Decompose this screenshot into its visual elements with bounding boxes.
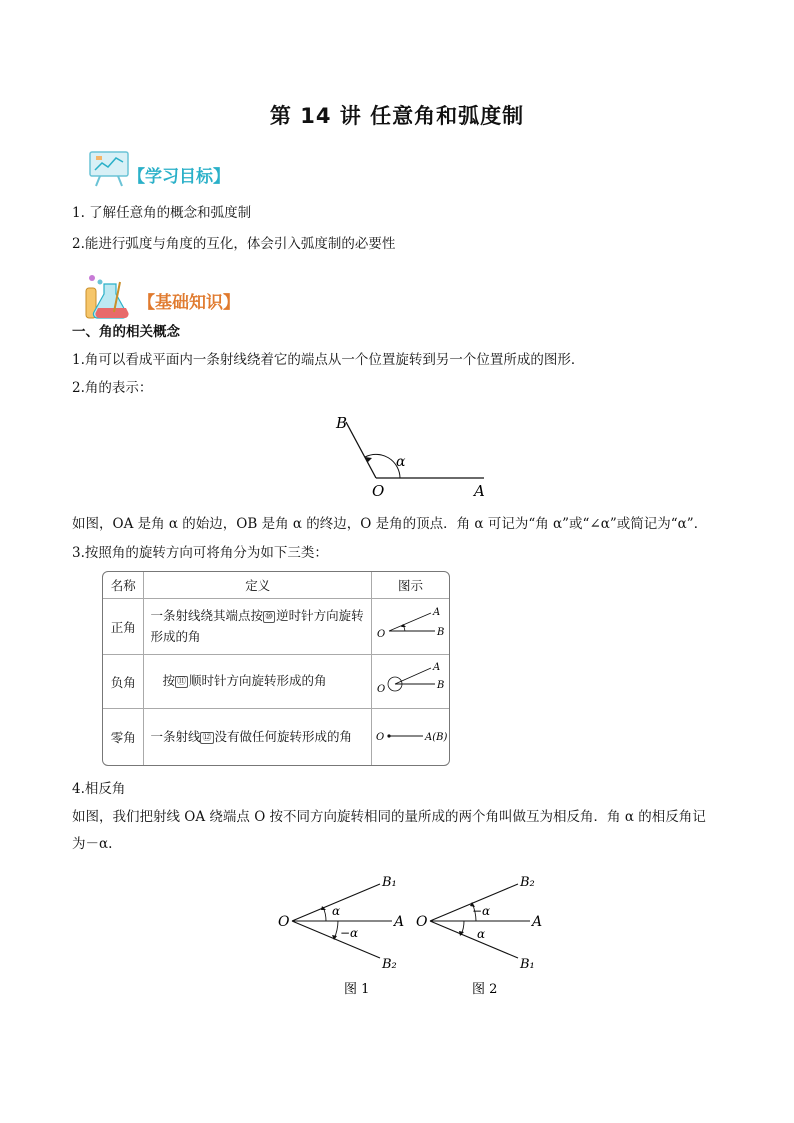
table-header-definition: 定义	[144, 572, 372, 599]
label-A: A	[474, 482, 485, 500]
angle-types-table	[102, 571, 450, 766]
goal-item-2: 2.能进行弧度与角度的互化，体会引入弧度制的必要性	[72, 236, 396, 252]
row-definition: 一条射线绕其端点按 ⑩ 逆时针方向旋转形成的角	[144, 599, 372, 655]
page-title: 第 14 讲 任意角和弧度制	[269, 104, 525, 128]
row-figure	[372, 709, 449, 765]
paragraph-opposite-angle-2: 为－α.	[72, 836, 113, 852]
svg-text:−α: −α	[340, 926, 359, 940]
goal-item-1: 1. 了解任意角的概念和弧度制	[72, 205, 252, 221]
table-header-name: 名称	[103, 572, 144, 599]
svg-text:α: α	[477, 927, 486, 941]
blank-marker: ⑫	[202, 732, 212, 743]
paragraph-angle-definition: 1.角可以看成平面内一条射线绕着它的端点从一个位置旋转到另一个位置所成的图形．	[72, 352, 585, 368]
negative-angle-icon	[373, 658, 449, 702]
row-name: 零角	[103, 709, 144, 765]
section-goals-header	[86, 148, 246, 188]
svg-text:B₂: B₂	[382, 957, 397, 972]
figure-1	[278, 875, 404, 997]
table-row	[103, 709, 449, 765]
svg-text:α: α	[332, 904, 341, 918]
svg-text:B: B	[436, 680, 444, 691]
section-basics-label: 【基础知识】	[138, 293, 240, 313]
row-name: 正角	[103, 599, 144, 655]
svg-text:−α: −α	[472, 904, 491, 918]
label-O: O	[372, 482, 385, 500]
angle-diagram	[320, 400, 520, 500]
paragraph-angle-representation: 2.角的表示：	[72, 380, 153, 396]
svg-text:B: B	[436, 627, 444, 638]
label-alpha: α	[396, 454, 406, 470]
caption-figure-1: 图 1	[344, 982, 370, 997]
row-definition: 按 ⑪ 顺时针方向旋转形成的角	[144, 655, 372, 709]
section-basics-header	[80, 272, 280, 322]
table-row	[103, 599, 449, 655]
svg-text:O: O	[376, 684, 385, 695]
svg-text:A: A	[532, 914, 543, 930]
blank-marker: ⑪	[176, 677, 186, 687]
svg-text:A: A	[432, 607, 440, 618]
svg-text:O: O	[376, 629, 385, 640]
opposite-angles-diagram	[272, 864, 552, 1004]
blank-marker: ⑩	[264, 612, 274, 622]
row-figure	[372, 599, 449, 655]
paragraph-angle-notation: 如图，OA 是角 α 的始边，OB 是角 α 的终边，O 是角的顶点．角 α 可记为“角 α”或“∠α”或简记为“α”．	[72, 516, 708, 532]
svg-text:A(B): A(B)	[424, 731, 447, 743]
positive-angle-icon	[373, 603, 449, 647]
svg-text:B₁: B₁	[520, 957, 535, 972]
table-header-figure: 图示	[372, 572, 449, 599]
caption-figure-2: 图 2	[472, 982, 498, 997]
row-figure	[372, 655, 449, 709]
label-B: B	[336, 414, 348, 432]
table-row	[103, 655, 449, 709]
zero-angle-icon	[373, 714, 449, 758]
heading-angle-concepts: 一、角的相关概念	[72, 324, 180, 340]
svg-text:A: A	[394, 914, 405, 930]
row-name: 负角	[103, 655, 144, 709]
row-definition: 一条射线 ⑫ 没有做任何旋转形成的角	[144, 709, 372, 765]
svg-text:B₂: B₂	[520, 875, 535, 890]
svg-text:O: O	[416, 914, 428, 930]
svg-text:O: O	[278, 914, 290, 930]
section-goals-label: 【学习目标】	[128, 167, 230, 187]
heading-opposite-angle: 4.相反角	[72, 781, 126, 797]
paragraph-angle-classification: 3.按照角的旋转方向可将角分为如下三类：	[72, 545, 328, 561]
svg-text:O: O	[375, 731, 384, 743]
svg-text:A: A	[432, 662, 440, 673]
figure-2	[416, 875, 542, 997]
paragraph-opposite-angle-1: 如图，我们把射线 OA 绕端点 O 按不同方向旋转相同的量所成的两个角叫做互为相反角．角 α 的相反角记	[72, 809, 706, 825]
flask-icon	[80, 272, 136, 322]
svg-text:B₁: B₁	[382, 875, 397, 890]
